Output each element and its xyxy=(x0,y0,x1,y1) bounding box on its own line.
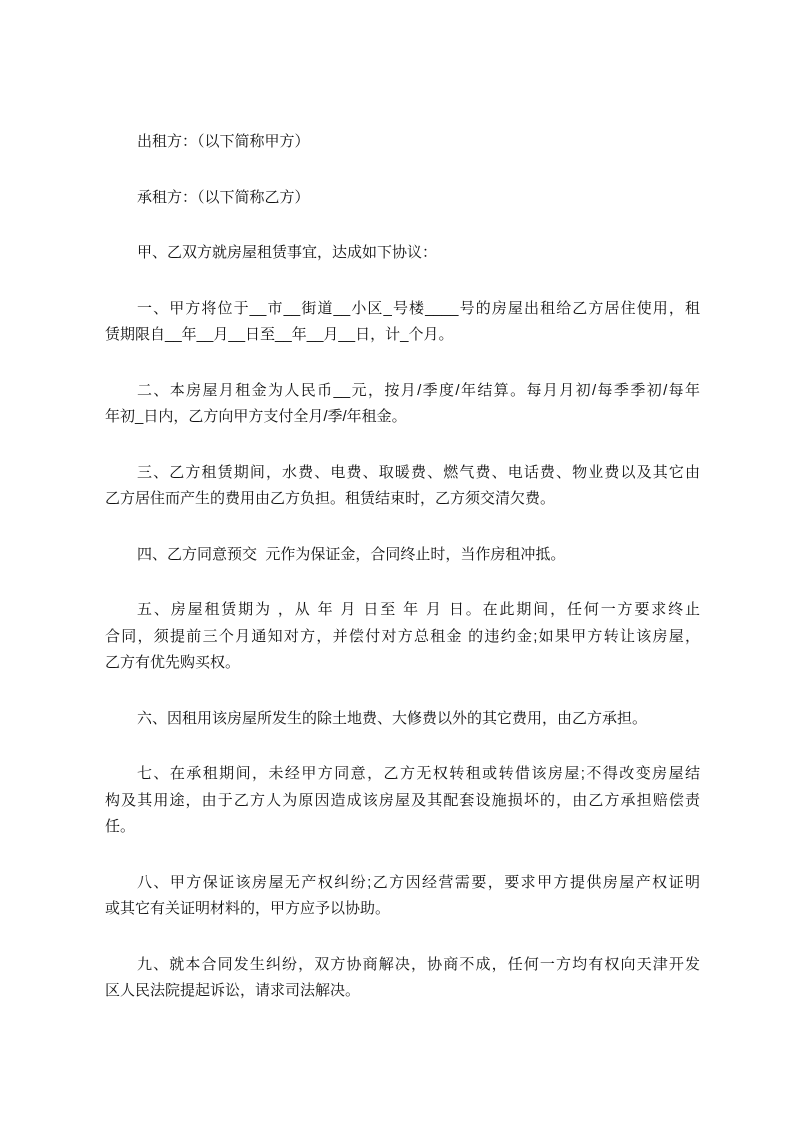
paragraph-line: 出租方：（以下简称甲方） xyxy=(137,133,310,150)
paragraph-line: 乙方有优先购买权。 xyxy=(105,654,241,671)
paragraph-line: 三、乙方租赁期间，水费、电费、取暖费、燃气费、电话费、物业费以及其它由 xyxy=(137,463,700,481)
paragraph-clause-8 xyxy=(105,870,700,923)
paragraph-preamble xyxy=(105,240,700,267)
paragraph-line: 甲、乙双方就房屋租赁事宜，达成如下协议： xyxy=(137,244,438,261)
paragraph-clause-5 xyxy=(105,597,700,677)
paragraph-line: 二、本房屋月租金为人民币__元，按月/季度/年结算。每月月初/每季季初/每年 xyxy=(137,381,700,399)
paragraph-clause-6 xyxy=(105,706,700,733)
paragraph-line: 年初_日内，乙方向甲方支付全月/季/年租金。 xyxy=(105,408,407,425)
paragraph-line: 八、甲方保证该房屋无产权纠纷;乙方因经营需要，要求甲方提供房屋产权证明 xyxy=(137,873,700,891)
paragraph-line: 一、甲方将位于__市__街道__小区_号楼____号的房屋出租给乙方居住使用，租 xyxy=(137,299,700,317)
paragraph-line: 区人民法院提起诉讼，请求司法解决。 xyxy=(105,982,361,999)
paragraph-lessor xyxy=(105,129,700,156)
paragraph-line: 六、因租用该房屋所发生的除土地费、大修费以外的其它费用，由乙方承担。 xyxy=(137,709,648,727)
paragraph-line: 承租方：（以下简称乙方） xyxy=(137,188,310,206)
paragraph-clause-9 xyxy=(105,952,700,1005)
paragraph-clause-7 xyxy=(105,761,700,841)
paragraph-line: 七、在承租期间，未经甲方同意，乙方无权转租或转借该房屋;不得改变房屋结 xyxy=(137,765,700,782)
paragraph-line: 任。 xyxy=(105,818,136,835)
contract-document xyxy=(105,129,700,1034)
paragraph-line: 构及其用途，由于乙方人为原因造成该房屋及其配套设施损坏的，由乙方承担赔偿责 xyxy=(105,791,700,809)
paragraph-line: 九、就本合同发生纠纷，双方协商解决，协商不成，任何一方均有权向天津开发 xyxy=(137,955,700,973)
paragraph-lessee xyxy=(105,185,700,212)
paragraph-line: 或其它有关证明材料的，甲方应予以协助。 xyxy=(105,900,391,917)
paragraph-clause-4 xyxy=(105,542,700,569)
paragraph-clause-3 xyxy=(105,460,700,513)
paragraph-clause-1 xyxy=(105,296,700,349)
paragraph-line: 五、房屋租赁期为 ，从 年 月 日至 年 月 日。在此期间，任何一方要求终止 xyxy=(137,601,700,618)
paragraph-line: 四、乙方同意预交 元作为保证金，合同终止时，当作房租冲抵。 xyxy=(137,545,566,563)
paragraph-line: 合同，须提前三个月通知对方，并偿付对方总租金 的违约金;如果甲方转让该房屋， xyxy=(105,627,700,645)
paragraph-clause-2 xyxy=(105,378,700,431)
paragraph-line: 乙方居住而产生的费用由乙方负担。租赁结束时，乙方须交清欠费。 xyxy=(105,490,556,507)
paragraph-line: 赁期限自__年__月__日至__年__月__日，计_个月。 xyxy=(105,326,454,343)
